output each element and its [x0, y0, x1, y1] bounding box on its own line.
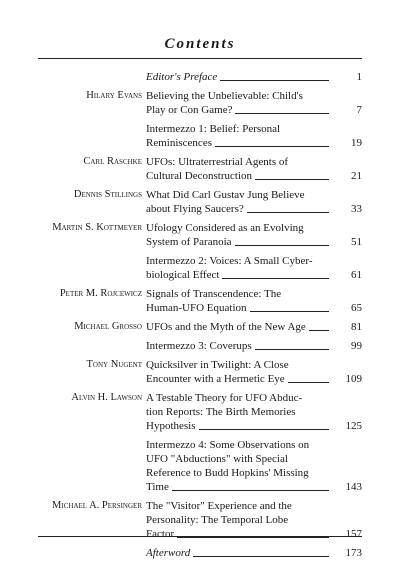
leader-line: [199, 429, 330, 430]
leader-line: [177, 537, 329, 538]
toc-author: Michael A. Persinger: [52, 500, 142, 511]
leader-line: [247, 212, 329, 213]
leader-line: [235, 245, 329, 246]
toc-page-number: 99: [351, 340, 362, 352]
toc-page-number: 7: [356, 104, 362, 116]
toc-title-line: UFO "Abductions" with Special: [146, 453, 288, 465]
toc-page-number: 1: [356, 71, 362, 83]
toc-page-number: 157: [345, 528, 362, 540]
toc-title-line: Play or Con Game?: [146, 104, 233, 116]
toc-title-line: What Did Carl Gustav Jung Believe: [146, 189, 305, 201]
toc-title-line: Intermezzo 2: Voices: A Small Cyber-: [146, 255, 313, 267]
leader-line: [255, 179, 329, 180]
toc-author: Peter M. Rojcewicz: [59, 288, 142, 299]
toc-author: Alvin H. Lawson: [71, 392, 142, 403]
toc-title: [146, 339, 332, 353]
toc-page-number: 125: [345, 420, 362, 432]
leader-line: [215, 146, 329, 147]
toc-title: [146, 254, 332, 282]
toc-title: [146, 221, 332, 249]
toc-title: [146, 391, 332, 433]
toc-author: Tony Nugent: [86, 359, 142, 370]
toc-title-line: Hypothesis: [146, 420, 196, 432]
toc-page-number: 143: [345, 481, 362, 493]
toc-title-line: Afterword: [146, 547, 191, 559]
toc-title: [146, 122, 332, 150]
toc-title: [146, 320, 332, 334]
leader-line: [288, 382, 329, 383]
toc-title-line: tion Reports: The Birth Memories: [146, 406, 296, 418]
top-rule: [38, 58, 362, 59]
page-title: Contents: [164, 36, 236, 52]
toc-title-line: Reference to Budd Hopkins' Missing: [146, 467, 309, 479]
toc-page-number: 33: [351, 203, 362, 215]
toc-title-line: System of Paranoia: [146, 236, 232, 248]
toc-title: [146, 499, 332, 541]
toc-page-number: 61: [351, 269, 362, 281]
toc-title: [146, 155, 332, 183]
toc-title-line: Personality: The Temporal Lobe: [146, 514, 289, 526]
toc-title-line: Factor: [146, 528, 175, 540]
leader-line: [222, 278, 329, 279]
leader-line: [193, 556, 329, 557]
toc-title-line: Editor's Preface: [146, 71, 218, 83]
leader-line: [220, 80, 329, 81]
toc-title-line: Signals of Transcendence: The: [146, 288, 282, 300]
bottom-rule: [38, 536, 362, 537]
toc-author: Carl Raschke: [83, 156, 142, 167]
toc-title-line: Cultural Deconstruction: [146, 170, 253, 182]
leader-line: [235, 113, 329, 114]
toc-title-line: UFOs and the Myth of the New Age: [146, 321, 306, 333]
toc-page-number: 65: [351, 302, 362, 314]
leader-line: [172, 490, 329, 491]
toc-title: [146, 546, 332, 560]
toc-page-number: 21: [351, 170, 362, 182]
toc-title-line: biological Effect: [146, 269, 220, 281]
toc-title: [146, 287, 332, 315]
toc-title: [146, 70, 332, 84]
toc-title-line: about Flying Saucers?: [146, 203, 244, 215]
toc-title-line: Quicksilver in Twilight: A Close: [146, 359, 289, 371]
toc-page-number: 173: [345, 547, 362, 559]
toc-author: Hilary Evans: [86, 90, 142, 101]
toc-title-line: Intermezzo 4: Some Observations on: [146, 439, 310, 451]
toc-page-number: 109: [345, 373, 362, 385]
toc-title-line: Intermezzo 3: Coverups: [146, 340, 252, 352]
toc-title-line: Intermezzo 1: Belief: Personal: [146, 123, 281, 135]
toc-author: Michael Grosso: [74, 321, 142, 332]
toc-title-line: Human-UFO Equation: [146, 302, 247, 314]
toc-page-number: 19: [351, 137, 362, 149]
toc-title: [146, 89, 332, 117]
toc-title: [146, 188, 332, 216]
toc-page-number: 51: [351, 236, 362, 248]
toc-author: Martin S. Kottmeyer: [52, 222, 142, 233]
toc-page-number: 81: [351, 321, 362, 333]
toc-author: Dennis Stillings: [73, 189, 142, 200]
toc-title-line: The "Visitor" Experience and the: [146, 500, 292, 512]
toc-title: [146, 358, 332, 386]
leader-line: [255, 349, 329, 350]
toc-title: [146, 438, 332, 494]
leader-line: [309, 330, 329, 331]
toc-title-line: Time: [146, 481, 169, 493]
toc-title-line: A Testable Theory for UFO Abduc-: [146, 392, 303, 404]
toc-title-line: Ufology Considered as an Evolving: [146, 222, 304, 234]
toc-title-line: Believing the Unbelievable: Child's: [146, 90, 303, 102]
toc-title-line: Reminiscences: [146, 137, 212, 149]
leader-line: [250, 311, 329, 312]
toc-title-line: UFOs: Ultraterrestrial Agents of: [146, 156, 289, 168]
toc-title-line: Encounter with a Hermetic Eye: [146, 373, 285, 385]
